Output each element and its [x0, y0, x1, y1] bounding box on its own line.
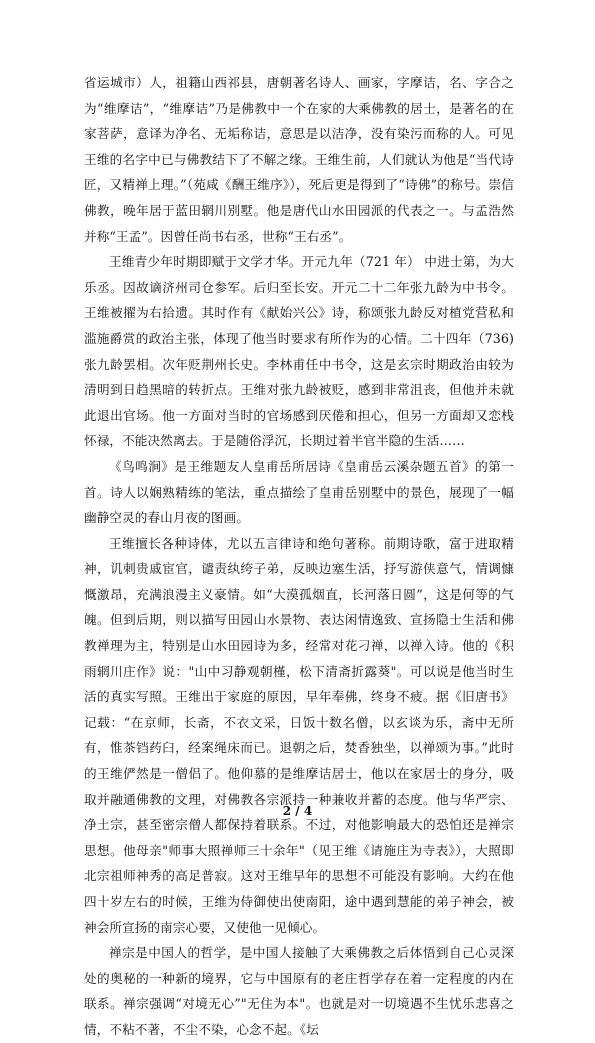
paragraph-1: 省运城市）人，祖籍山西祁县，唐朝著名诗人、画家，字摩诘，名、字合之为“维摩诘”，“维摩诘”乃是佛教中一个在家的大乘佛教的居士，是著名的在家菩萨，意译为净名、无垢称诘，意思是以洁净，没有染污而称的人。可见王维的名字中已与佛教结下了不解之缘。王维生前，人们就认为他是“当代诗匠，又精禅上理。”（苑咸《酬王维序》），死后更是得到了“诗佛”的称号。崇信佛教，晚年居于蓝田辋川别墅。他是唐代山水田园派的代表之一。与孟浩然并称“王孟”。因曾任尚书右丞，世称“王右丞”。 — [84, 75, 514, 244]
paragraph-2: 王维青少年时期即赋于文学才华。开元九年（721 年） 中进士第，为大乐丞。因故谪济州司仓参军。后归至长安。开元二十二年张九龄为中书令。王维被擢为右拾遗。其时作有《献始兴公》诗，称颂张九龄反对植党营私和滥施爵赏的政治主张，体现了他当时要求有所作为的心情。二十四年（736)张九龄罢相。次年贬荆州长史。李林甫任中书令，这是玄宗时期政治由较为清明到日趋黑暗的转折点。王维对张九龄被贬，感到非常沮丧，但他并未就此退出官场。他一方面对当时的官场感到厌倦和担心，但另一方面却又恋栈怀禄，不能决然离去。于是随俗浮沉，长期过着半官半隐的生活…… — [84, 254, 514, 449]
paragraph-3: 《鸟鸣涧》是王维题友人皇甫岳所居诗《皇甫岳云溪杂题五首》的第一首。诗人以娴熟精练的笔法，重点描绘了皇甫岳别墅中的景色，展现了一幅幽静空灵的春山月夜的图画。 — [84, 458, 514, 526]
page-number: 2 / 4 — [282, 804, 313, 818]
paragraph-5: 禅宗是中国人的哲学，是中国人接触了大乘佛教之后体悟到自己心灵深处的奥秘的一种新的境界，它与中国原有的老庄哲学存在着一定程度的内在联系。禅宗强调“对境无心”"无住为本"。也就是对一切境遇不生忧乐悲喜之情，不粘不著，不尘不染，心念不起。《坛 — [84, 945, 514, 1037]
document-body — [84, 70, 514, 1043]
paragraph-4: 王维擅长各种诗体，尤以五言律诗和绝句著称。前期诗歌，富于进取精神，讥刺贵戚宦官，谴责纨绔子弟，反映边塞生活，抒写游侠意气，情调慷慨激昂，充满浪漫主义豪情。如“大漠孤烟直，长河落日圆”，这是何等的气魄。但到后期，则以描写田园山水景物、表达闲情逸致、宣扬隐士生活和佛教禅理为主，特别是山水田园诗为多，经常对花刁禅，以禅入诗。他的《积雨辋川庄作》说："山中习静观朝槿，松下清斋折露葵"。可以说是他当时生活的真实写照。王维出于家庭的原因，早年奉佛，终身不疲。据《旧唐书》记载：“在京师，长斋，不衣文采，日饭十数名僧，以玄谈为乐，斋中无所有，惟茶铛药臼，经案绳床而已。退朝之后，焚香独坐，以禅颂为事。”此时的王维俨然是一僧侣了。他仰慕的是维摩诘居士，他以在家居士的身分，吸取并融通佛教的文理，对佛教各宗派持一种兼收并蓄的态度。他与华严宗、净土宗，甚至密宗僧人都保持着联系。不过，对他影响最大的恐怕还是禅宗思想。他母亲"师事大照禅师三十余年"（见王维《请施庄为寺表》），大照即北宗祖师神秀的高足普寂。这对王维早年的思想不可能没有影响。大约在他四十岁左右的时候，王维为侍御使出使南阳，途中遇到慧能的弟子神会，被神会所宣扬的南宗心要，又使他一见倾心。 — [84, 535, 514, 935]
